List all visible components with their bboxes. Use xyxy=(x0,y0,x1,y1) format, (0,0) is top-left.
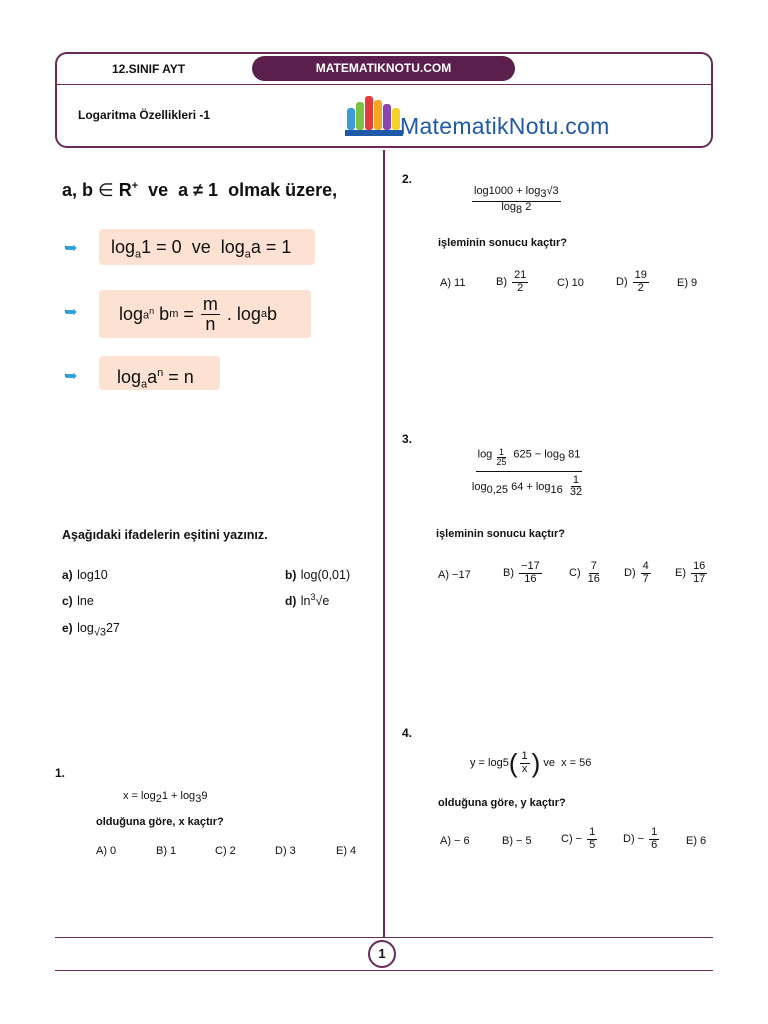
column-divider xyxy=(383,150,385,938)
q3-option-c[interactable]: C) $\frac{7}{16}$ xyxy=(569,560,600,585)
site-banner[interactable]: MATEMATIKNOTU.COM xyxy=(252,56,515,81)
exercise-prompt: Aşağıdaki ifadelerin eşitini yazınız. xyxy=(62,528,268,542)
question-2-number: 2. xyxy=(402,172,413,186)
q4-option-c[interactable]: C) − $\frac{1}{5}$ xyxy=(561,826,596,851)
question-2-prompt: işleminin sonucu kaçtır? xyxy=(438,237,567,249)
rule-1: $\log_a1 = 0$ ve $\log_aa = 1$ xyxy=(99,229,315,265)
exercise-item-d: d) $\ln^3√e$ xyxy=(285,592,330,609)
header-divider xyxy=(55,84,713,85)
arrow-icon: ➥ xyxy=(64,240,78,257)
arrow-icon: ➥ xyxy=(64,304,78,321)
q3-option-a[interactable]: A) −17 xyxy=(438,569,471,581)
rules-intro: a, b ∈ R+ ve a ≠ 1 olmak üzere, xyxy=(62,180,338,200)
rule-3: $\log_aa^n = n$ xyxy=(99,356,220,390)
page-number: 1 xyxy=(368,940,396,968)
q4-option-d[interactable]: D) − $\frac{1}{6}$ xyxy=(623,826,658,851)
question-1-number: 1. xyxy=(55,766,66,780)
question-2-expression: $\frac{\log 1000 + \log_3√3}{\log_8 2}$ xyxy=(474,185,559,216)
q1-option-c[interactable]: C) 2 xyxy=(215,845,236,857)
q2-option-c[interactable]: C) 10 xyxy=(557,277,584,289)
question-3-expression: log $_{\frac{1}{25}}$ $625 - \log_9 81$ $\log_{0,25} 64 + \log_{16}$ $\frac{1}{32}$ xyxy=(471,447,583,499)
q1-option-b[interactable]: B) 1 xyxy=(156,845,177,857)
question-1-prompt: olduğuna göre, x kaçtır? xyxy=(96,816,224,828)
q3-option-b[interactable]: B) $\frac{-17}{16}$ xyxy=(503,560,540,585)
q1-option-d[interactable]: D) 3 xyxy=(275,845,296,857)
question-4-expression: y = log 5 ( $\frac{1}{x}$ ) ve x = 5 6 xyxy=(470,748,592,778)
q2-option-e[interactable]: E) 9 xyxy=(677,277,698,289)
q3-option-e[interactable]: E) $\frac{16}{17}$ xyxy=(675,560,706,585)
question-3-prompt: işleminin sonucu kaçtır? xyxy=(436,528,565,540)
arrow-icon: ➥ xyxy=(64,368,78,385)
footer-line-bottom xyxy=(55,970,713,971)
q2-option-d[interactable]: D) $\frac{19}{2}$ xyxy=(616,269,647,294)
question-3-number: 3. xyxy=(402,432,413,446)
question-4-prompt: olduğuna göre, y kaçtır? xyxy=(438,797,566,809)
footer-line-top xyxy=(55,937,713,938)
question-1-expression: $x = \log_21 + \log_39$ xyxy=(123,790,208,806)
q2-option-b[interactable]: B) $\frac{21}{2}$ xyxy=(496,269,527,294)
q1-option-e[interactable]: E) 4 xyxy=(336,845,357,857)
grade-label: 12.SINIF AYT xyxy=(112,62,186,76)
q1-option-a[interactable]: A) 0 xyxy=(96,845,117,857)
q4-option-e[interactable]: E) 6 xyxy=(686,835,707,847)
question-4-number: 4. xyxy=(402,726,413,740)
q4-option-b[interactable]: B) − 5 xyxy=(502,835,532,847)
rule-2: log $a^n$ b m = $\frac{m}{n}$ . log a b xyxy=(99,290,311,338)
exercise-item-b: b) log(0,01) xyxy=(285,568,351,582)
exercise-item-c: c) lne xyxy=(62,594,94,608)
q2-option-a[interactable]: A) 11 xyxy=(440,277,466,289)
exercise-item-a: a) log10 xyxy=(62,568,108,582)
q4-option-a[interactable]: A) − 6 xyxy=(440,835,470,847)
q3-option-d[interactable]: D) $\frac{4}{7}$ xyxy=(624,560,649,585)
topic-title: Logaritma Özellikleri -1 xyxy=(78,108,211,122)
exercise-item-e: e) $\log_{√3}27$ xyxy=(62,621,120,639)
logo-text: MatematikNotu.com xyxy=(400,113,610,139)
